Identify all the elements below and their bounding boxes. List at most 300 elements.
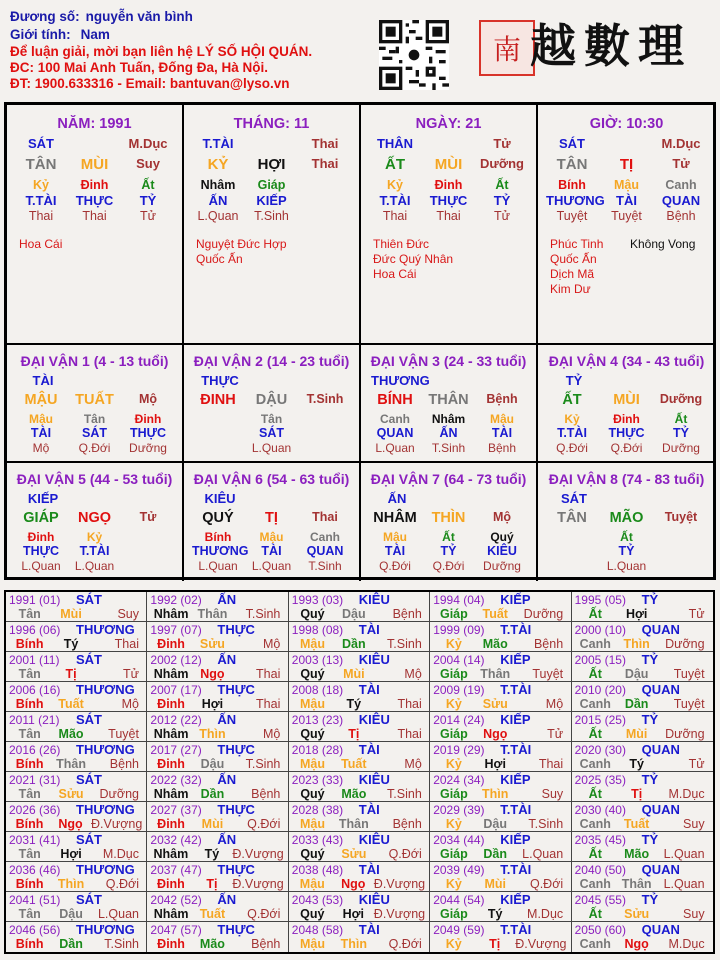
year-ten-god: TỶ: [641, 712, 659, 727]
dai-van-god: [538, 373, 715, 392]
year-cell[interactable]: [430, 862, 571, 892]
year-stem: Kỷ: [445, 937, 462, 951]
year-cell[interactable]: [289, 652, 430, 682]
hidden-stem: Mậu: [259, 530, 284, 544]
hidden-stem: [192, 412, 244, 426]
year-stem: Bính: [15, 637, 44, 651]
year-cell[interactable]: [289, 742, 430, 772]
year-stem-branch-row: [433, 607, 563, 621]
year-ten-god: QUAN: [641, 622, 680, 637]
branch-stage: Bệnh: [486, 392, 518, 406]
hidden-stems-row: [361, 178, 536, 193]
hidden-god: TÀI: [616, 193, 637, 208]
hidden-stem: Canh: [665, 178, 697, 192]
year-stem-branch-row: [9, 637, 139, 651]
hidden-stage: L.Quan: [198, 559, 238, 573]
year-cell[interactable]: [147, 682, 288, 712]
hidden-stage: T.Sinh: [254, 209, 289, 223]
year-stem: Canh: [579, 937, 611, 951]
year-stem: Tân: [18, 787, 41, 801]
heavenly-stem: QUÝ: [202, 510, 234, 526]
star-item: Hoa Cái: [373, 267, 417, 281]
year-stem: Ất: [588, 847, 602, 861]
year-branch: Ngọ: [624, 937, 649, 951]
year-stem-branch-row: [575, 877, 705, 891]
hidden-god: [299, 426, 351, 441]
year-label: 2021 (31): [9, 773, 61, 787]
year-label: 2010 (20): [574, 683, 626, 697]
year-cell[interactable]: [572, 712, 713, 742]
hidden-god: THỰC: [129, 426, 167, 440]
hidden-god: KIẾP: [256, 193, 287, 208]
hidden-stem: Kỷ: [33, 178, 49, 192]
year-stem: Kỷ: [445, 817, 462, 831]
hidden-stage: Q.Đới: [78, 441, 111, 455]
hidden-stems-row: [7, 178, 182, 193]
year-cell[interactable]: [430, 742, 571, 772]
year-label: 2019 (29): [433, 743, 485, 757]
year-ten-god: KIÊU: [358, 772, 390, 787]
year-cell[interactable]: [147, 712, 288, 742]
heavenly-stem: ẤT: [562, 392, 582, 408]
year-stem: Giáp: [439, 667, 468, 681]
year-stem-branch-row: [150, 937, 280, 951]
year-label: 2045 (55): [574, 893, 626, 907]
star-extra: Không Vong: [630, 237, 696, 251]
year-stage: M.Dục: [102, 847, 139, 861]
hidden-gods-row: [538, 544, 715, 559]
year-cell[interactable]: [147, 652, 288, 682]
year-stage: Thai: [538, 757, 564, 771]
hidden-stem: Canh: [380, 412, 410, 426]
hidden-stages-row: [7, 209, 182, 227]
year-stage: T.Sinh: [387, 787, 422, 801]
year-stage: Bệnh: [251, 937, 281, 951]
year-stem-branch-row: [150, 637, 280, 651]
year-branch: Dần: [200, 787, 225, 801]
year-stem-branch-row: [150, 667, 280, 681]
year-cell[interactable]: [6, 712, 147, 742]
hidden-god: TÀI: [30, 426, 52, 440]
pillar-stem-row: [538, 156, 715, 178]
year-ten-god: KIÊU: [358, 652, 390, 667]
year-branch: Dậu: [342, 607, 366, 621]
hidden-god: TỶ: [139, 193, 157, 208]
dai-van-cell: [538, 345, 715, 463]
year-stem: Canh: [579, 877, 611, 891]
branch-stage: Thai: [312, 510, 338, 524]
dai-van-god: [7, 491, 182, 510]
hidden-gods-row: [184, 426, 359, 441]
year-stem: Tân: [18, 667, 41, 681]
hidden-stage: Thai: [82, 209, 107, 223]
year-stem: Bính: [15, 697, 44, 711]
year-cell[interactable]: [6, 742, 147, 772]
hidden-stem: Đinh: [613, 412, 640, 426]
year-branch: Mùi: [343, 667, 365, 681]
year-ten-god: THỰC: [217, 862, 255, 877]
year-ten-god: TỶ: [641, 652, 659, 667]
year-label: 2034 (44): [433, 833, 485, 847]
year-cell[interactable]: [430, 592, 571, 622]
year-cell[interactable]: [6, 922, 147, 952]
year-label: 2037 (47): [150, 863, 202, 877]
dai-van-title: ĐẠI VẬN 7 (64 - 73 tuổi): [370, 471, 527, 487]
year-ten-god: ẤN: [217, 772, 237, 787]
year-cell[interactable]: [430, 922, 571, 952]
year-stage: Bệnh: [392, 607, 422, 621]
hidden-stage: Thai: [28, 209, 54, 223]
hidden-stages-row: [538, 441, 715, 456]
heavenly-stem: GIÁP: [23, 510, 59, 526]
year-stem: Giáp: [439, 727, 468, 741]
year-stage: Bệnh: [109, 757, 139, 771]
hidden-stem: Ất: [442, 530, 455, 544]
year-cell[interactable]: [6, 652, 147, 682]
year-cell[interactable]: [572, 922, 713, 952]
year-cell[interactable]: [289, 862, 430, 892]
year-branch: Ngọ: [58, 817, 83, 831]
earthly-branch: TỊ: [619, 156, 634, 173]
year-ten-god: SÁT: [76, 892, 102, 907]
year-label: 2001 (11): [9, 653, 60, 667]
dai-van-stem-row: [7, 510, 182, 530]
year-stem-branch-row: [9, 757, 139, 771]
year-cell[interactable]: [6, 892, 147, 922]
year-stem: Canh: [579, 697, 611, 711]
year-label: 1999 (09): [433, 623, 485, 637]
year-stem: Ất: [588, 607, 602, 621]
year-branch: Tuất: [199, 907, 226, 921]
hidden-god: [546, 544, 598, 559]
hidden-gods-row: [361, 544, 536, 559]
year-cell[interactable]: [289, 892, 430, 922]
dai-van-cell: [361, 463, 538, 581]
hidden-stem: [299, 178, 351, 193]
hidden-stages-row: [538, 209, 715, 227]
year-branch: Dậu: [200, 757, 225, 771]
year-branch: Dần: [624, 697, 649, 711]
year-stem-branch-row: [292, 817, 422, 831]
hidden-stem: Bính: [204, 530, 232, 544]
dai-van-god: [184, 491, 359, 510]
year-label: 2025 (35): [574, 773, 626, 787]
year-branch: Dậu: [624, 667, 649, 681]
year-branch: Thân: [197, 607, 228, 621]
hidden-stem: Bính: [558, 178, 586, 192]
dai-van-title: ĐẠI VẬN 5 (44 - 53 tuổi): [16, 471, 173, 487]
hidden-stage: Bệnh: [666, 209, 696, 223]
header: [10, 8, 370, 92]
year-stem: Giáp: [439, 847, 468, 861]
year-label: 1998 (08): [291, 623, 344, 637]
year-cell[interactable]: [572, 772, 713, 802]
year-stage: Thai: [256, 697, 281, 711]
year-cell[interactable]: [147, 592, 288, 622]
year-stage: Q.Đới: [247, 907, 281, 921]
year-label: 2038 (48): [291, 863, 344, 877]
dai-van-god: [538, 491, 715, 510]
year-branch: Tý: [629, 757, 644, 771]
year-branch: Mùi: [60, 607, 82, 621]
year-branch: Thân: [621, 877, 652, 891]
hidden-god: [655, 544, 707, 559]
year-label: 2040 (50): [574, 863, 626, 877]
year-cell[interactable]: [147, 742, 288, 772]
year-cell[interactable]: [147, 772, 288, 802]
year-label: 1994 (04): [433, 593, 485, 607]
year-stage: Đ.Vượng: [91, 817, 143, 831]
star-item: Quốc Ấn: [196, 252, 243, 266]
qr-code-icon[interactable]: [379, 20, 449, 90]
hidden-god: TỶ: [493, 193, 511, 208]
hidden-stems-row: [184, 530, 359, 544]
year-cell[interactable]: [289, 922, 430, 952]
hidden-stage: Dưỡng: [129, 441, 167, 455]
hidden-god: T.TÀI: [25, 193, 57, 208]
hidden-god: ẤN: [208, 193, 228, 208]
year-label: 1992 (02): [150, 593, 202, 607]
year-branch: Dần: [342, 637, 366, 651]
year-cell[interactable]: [572, 742, 713, 772]
hidden-stem: [546, 530, 598, 544]
year-stem-branch-row: [433, 787, 563, 801]
hidden-gods-row: [7, 544, 182, 559]
year-label: 2004 (14): [433, 653, 485, 667]
year-stage: M.Dục: [668, 937, 705, 951]
year-cell[interactable]: [147, 832, 288, 862]
year-label: 2011 (21): [9, 713, 60, 727]
year-cell[interactable]: [572, 802, 713, 832]
year-label: 2042 (52): [150, 893, 202, 907]
hidden-stage: Q.Đới: [610, 441, 643, 455]
year-cell[interactable]: [147, 922, 288, 952]
year-cell[interactable]: [572, 652, 713, 682]
year-stem-branch-row: [9, 937, 139, 951]
year-branch: Ngọ: [341, 877, 366, 891]
year-branch: Tý: [63, 637, 79, 651]
hidden-gods-row: [7, 193, 182, 209]
hidden-god: TỶ: [440, 544, 457, 558]
gender-line: [10, 26, 370, 44]
year-stage: Thai: [397, 697, 422, 711]
year-ten-god: KIẾP: [500, 592, 531, 607]
year-cell[interactable]: [6, 682, 147, 712]
year-cell[interactable]: [6, 862, 147, 892]
year-ten-god: T.TÀI: [500, 802, 532, 817]
year-cell[interactable]: [572, 832, 713, 862]
year-stem-branch-row: [292, 667, 422, 681]
year-label: 2006 (16): [9, 683, 61, 697]
year-cell[interactable]: [430, 622, 571, 652]
year-cell[interactable]: [6, 592, 147, 622]
year-stage: T.Sinh: [528, 817, 564, 831]
hidden-god: KIÊU: [487, 544, 517, 558]
year-stem: Ất: [588, 787, 602, 801]
pillar-stem-row: [184, 156, 359, 178]
year-cell[interactable]: [572, 892, 713, 922]
earthly-branch: THÂN: [428, 392, 469, 408]
year-stage: T.Sinh: [245, 607, 281, 621]
year-stem-branch-row: [575, 847, 705, 861]
year-ten-god: SÁT: [76, 832, 102, 847]
year-stem-branch-row: [150, 847, 284, 861]
star-item: Kim Dư: [550, 282, 591, 296]
hidden-stage: [192, 441, 244, 456]
year-cell[interactable]: [289, 622, 430, 652]
dai-van-row-1: [7, 343, 713, 463]
year-stem: Ất: [588, 907, 602, 921]
branch-stage: T.Sinh: [306, 392, 344, 406]
year-cell[interactable]: [6, 832, 147, 862]
year-cell[interactable]: [430, 802, 571, 832]
year-stem: Đinh: [157, 697, 185, 711]
year-cell[interactable]: [289, 682, 430, 712]
year-ten-god: T.TÀI: [500, 742, 532, 757]
year-cell[interactable]: [430, 682, 571, 712]
year-stem: Bính: [15, 817, 44, 831]
earthly-branch: HỢI: [257, 156, 286, 173]
year-label: 2020 (30): [574, 743, 626, 757]
hidden-stem: Kỷ: [387, 178, 403, 192]
pillar-stem-row: [361, 156, 536, 178]
hidden-stem: Nhâm: [200, 178, 236, 192]
spacer: [423, 136, 475, 156]
year-cell[interactable]: [572, 622, 713, 652]
year-cell[interactable]: [289, 832, 430, 862]
year-label: 2002 (12): [150, 653, 202, 667]
special-stars: [361, 237, 536, 282]
earthly-branch: MÙI: [434, 156, 463, 173]
hidden-stage: Dưỡng: [483, 559, 521, 573]
ten-god-label: THỰC: [201, 373, 239, 388]
god-stage-label: Thai: [311, 136, 339, 151]
year-cell[interactable]: [6, 622, 147, 652]
person-name: nguyễn văn bình: [85, 9, 193, 24]
year-cell[interactable]: [289, 712, 430, 742]
ten-god-label: T.TÀI: [202, 136, 234, 151]
year-cell[interactable]: [147, 862, 288, 892]
hidden-gods-row: [184, 193, 359, 209]
year-cell[interactable]: [147, 802, 288, 832]
year-branch: Hợi: [625, 607, 648, 621]
dai-van-stem-row: [361, 510, 536, 530]
year-stem-branch-row: [150, 607, 280, 621]
year-ten-god: THƯƠNG: [76, 622, 135, 637]
year-cell[interactable]: [430, 712, 571, 742]
hidden-gods-row: [538, 193, 715, 209]
star-item: Hoa Cái: [19, 237, 63, 251]
year-cell[interactable]: [430, 832, 571, 862]
year-stem: Canh: [579, 637, 611, 651]
year-cell[interactable]: [572, 682, 713, 712]
year-cell[interactable]: [430, 772, 571, 802]
year-stem: Giáp: [439, 607, 468, 621]
year-cell[interactable]: [6, 802, 147, 832]
year-label: 2035 (45): [574, 833, 626, 847]
year-stage: Bệnh: [533, 637, 564, 651]
year-cell[interactable]: [289, 802, 430, 832]
year-label: 2022 (32): [150, 773, 202, 787]
year-cell[interactable]: [572, 862, 713, 892]
year-label: 2013 (23): [291, 713, 344, 727]
year-cell[interactable]: [430, 892, 571, 922]
year-branch: Tý: [346, 697, 362, 711]
hidden-god: TÀI: [384, 544, 406, 558]
special-stars: [538, 237, 715, 297]
year-stage: Bệnh: [392, 817, 422, 831]
pillar-title: THÁNG: 11: [233, 116, 310, 132]
year-cell[interactable]: [572, 592, 713, 622]
year-cell[interactable]: [147, 622, 288, 652]
year-label: 2023 (33): [291, 773, 344, 787]
year-label: 2031 (41): [9, 833, 61, 847]
year-stem-branch-row: [433, 847, 563, 861]
dai-van-title: ĐẠI VẬN 4 (34 - 43 tuổi): [548, 353, 705, 369]
year-branch: Thân: [480, 667, 511, 681]
year-branch: Sửu: [341, 847, 367, 861]
year-stage: Q.Đới: [388, 937, 422, 951]
hidden-stages-row: [538, 559, 715, 574]
dai-van-god: [361, 373, 536, 392]
year-stem: Mậu: [299, 937, 325, 951]
year-branch: Thìn: [57, 877, 85, 891]
year-stage: Thai: [114, 637, 139, 651]
year-stem: Quý: [300, 907, 325, 921]
year-stem-branch-row: [292, 637, 422, 651]
year-branch: Mùi: [625, 727, 648, 741]
year-branch: Mão: [624, 847, 650, 861]
hidden-stem: Mậu: [383, 530, 407, 544]
year-ten-god: SÁT: [76, 652, 102, 667]
year-stem: Tân: [18, 607, 41, 621]
year-ten-god: ẤN: [217, 592, 237, 607]
ten-god-label: SÁT: [561, 491, 587, 506]
hidden-god: QUAN: [306, 544, 344, 558]
year-cell[interactable]: [430, 652, 571, 682]
year-label: 2049 (59): [433, 923, 485, 937]
hidden-stem: Mậu: [29, 412, 53, 426]
year-label: 2046 (56): [9, 923, 61, 937]
year-stem: Quý: [300, 847, 325, 861]
year-stage: Mộ: [404, 667, 422, 681]
branch-stage: Mộ: [138, 392, 158, 406]
year-stage: Tuyệt: [108, 727, 139, 741]
contact-line-3: ĐT: 1900.633316 - Email: bantuvan@lyso.vn: [10, 76, 290, 91]
year-cell[interactable]: [289, 772, 430, 802]
year-branch: Hợi: [484, 757, 506, 771]
year-label: 2050 (60): [574, 923, 626, 937]
year-label: 2043 (53): [291, 893, 344, 907]
year-cell[interactable]: [147, 892, 288, 922]
year-stem: Mậu: [299, 817, 325, 831]
year-ten-god: KIẾP: [500, 652, 531, 667]
year-stem-branch-row: [575, 817, 705, 831]
year-stem: Nhâm: [153, 907, 189, 921]
year-stem-branch-row: [9, 817, 143, 831]
year-stem: Tân: [18, 907, 41, 921]
year-cell[interactable]: [289, 592, 430, 622]
hidden-stage: Tử: [493, 209, 510, 223]
year-cell[interactable]: [6, 772, 147, 802]
year-stem: Bính: [15, 877, 44, 891]
heavenly-stem: BÍNH: [377, 392, 413, 408]
branch-stage: Tuyệt: [664, 510, 698, 524]
dai-van-stem-row: [538, 392, 715, 412]
year-label: 2014 (24): [433, 713, 485, 727]
hidden-god: THỰC: [22, 544, 60, 558]
hidden-god: T.TÀI: [379, 193, 411, 208]
